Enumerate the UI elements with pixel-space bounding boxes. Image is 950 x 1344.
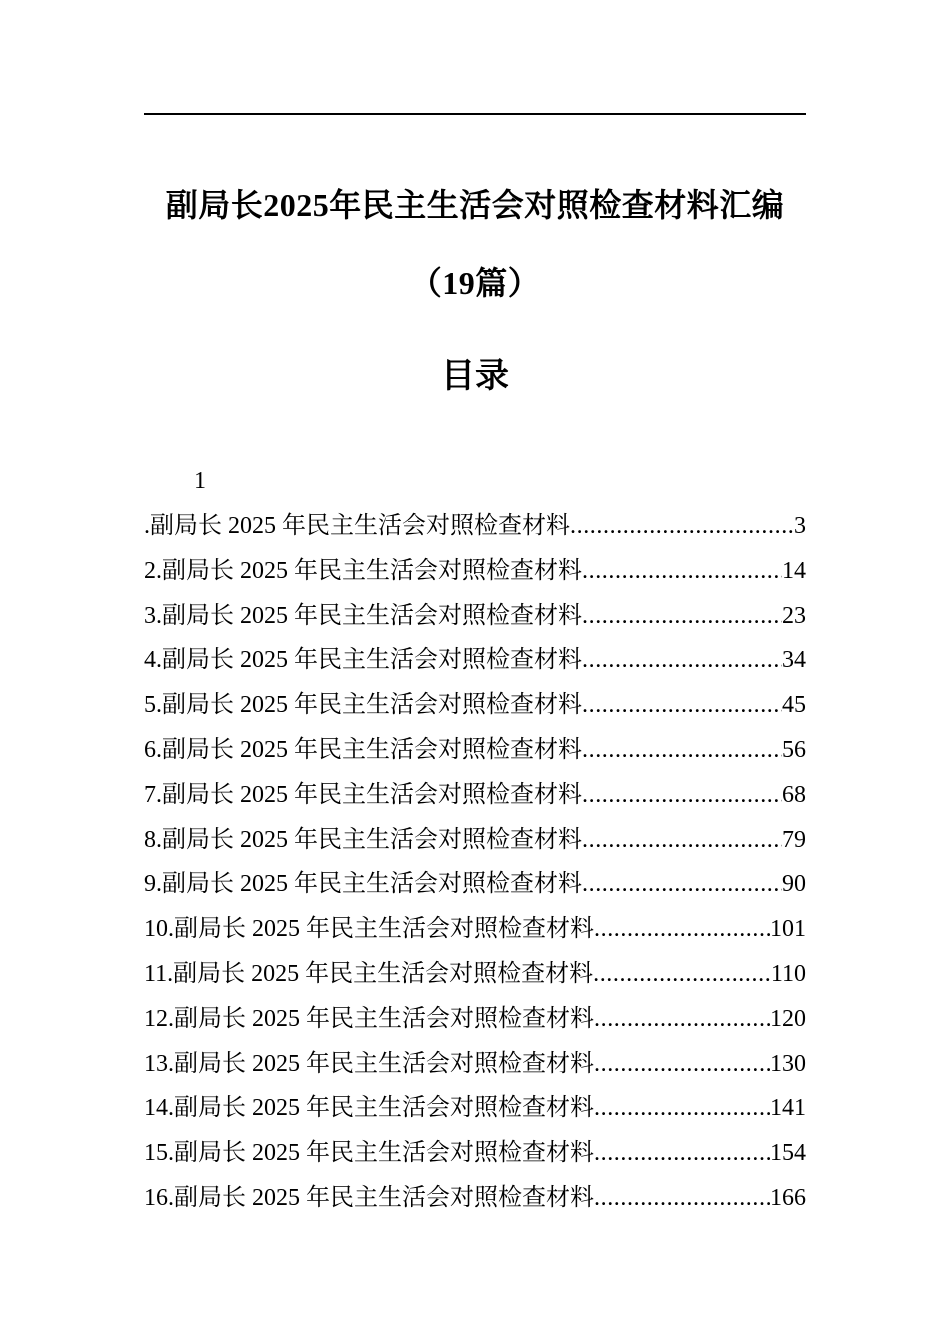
toc-dot-leader xyxy=(594,1091,770,1125)
toc-heading: 目录 xyxy=(441,358,509,395)
toc-entry-page: 154 xyxy=(770,1140,806,1167)
toc-entry[interactable] xyxy=(144,1047,806,1092)
toc-dot-leader xyxy=(582,778,782,812)
toc-entry-page: 90 xyxy=(782,871,806,898)
toc-dot-leader xyxy=(570,509,794,543)
toc-entry-page: 45 xyxy=(782,692,806,719)
toc-entry-page: 130 xyxy=(770,1050,806,1077)
toc-stray-number: 1 xyxy=(194,468,206,494)
toc-entry[interactable] xyxy=(144,823,806,868)
toc-dot-leader xyxy=(594,1136,770,1170)
toc-dot-leader xyxy=(593,957,771,991)
toc-entry-title: 16.副局长 2025 年民主生活会对照检查材料 xyxy=(144,1184,594,1211)
toc-entry-title: 8.副局长 2025 年民主生活会对照检查材料 xyxy=(144,826,582,853)
toc-dot-leader xyxy=(582,867,782,901)
toc-entry-title: 14.副局长 2025 年民主生活会对照检查材料 xyxy=(144,1095,594,1122)
toc-entry-page: 23 xyxy=(782,602,806,629)
toc-dot-leader xyxy=(582,823,782,857)
toc-entry-title: .副局长 2025 年民主生活会对照检查材料 xyxy=(144,513,570,539)
toc-entry-page: 34 xyxy=(782,647,806,674)
toc-dot-leader xyxy=(582,643,782,677)
toc-entry[interactable] xyxy=(144,643,806,688)
toc-entry[interactable] xyxy=(144,778,806,823)
toc-entry-page: 120 xyxy=(770,1005,806,1032)
toc-dot-leader xyxy=(594,912,770,946)
toc-entry-page: 3 xyxy=(794,513,806,539)
toc-entry-title: 9.副局长 2025 年民主生活会对照检查材料 xyxy=(144,871,582,898)
toc-dot-leader xyxy=(582,688,782,722)
toc-entry[interactable] xyxy=(144,509,806,554)
toc-entry-page: 101 xyxy=(770,916,806,943)
toc-entry[interactable] xyxy=(144,912,806,957)
toc-entry[interactable] xyxy=(144,688,806,733)
toc-dot-leader xyxy=(582,554,782,588)
toc-entry-title: 13.副局长 2025 年民主生活会对照检查材料 xyxy=(144,1050,594,1077)
toc-entry-page: 166 xyxy=(770,1184,806,1211)
document-title: 副局长2025年民主生活会对照检查材料汇编（19篇） xyxy=(165,187,785,301)
toc-entry[interactable] xyxy=(144,554,806,599)
toc-entry[interactable] xyxy=(144,1136,806,1181)
toc-entry[interactable] xyxy=(144,733,806,778)
toc-entry-title: 12.副局长 2025 年民主生活会对照检查材料 xyxy=(144,1005,594,1032)
toc-entry-title: 7.副局长 2025 年民主生活会对照检查材料 xyxy=(144,781,582,808)
toc-dot-leader xyxy=(594,1047,770,1081)
table-of-contents xyxy=(144,509,806,1226)
toc-entry-page: 141 xyxy=(770,1095,806,1122)
toc-entry-title: 6.副局长 2025 年民主生活会对照检查材料 xyxy=(144,736,582,763)
toc-entry-title: 10.副局长 2025 年民主生活会对照检查材料 xyxy=(144,916,594,943)
toc-entry[interactable] xyxy=(144,1002,806,1047)
toc-entry-title: 5.副局长 2025 年民主生活会对照检查材料 xyxy=(144,692,582,719)
toc-dot-leader xyxy=(582,733,782,767)
toc-dot-leader xyxy=(594,1181,770,1215)
toc-entry-page: 68 xyxy=(782,781,806,808)
toc-entry-title: 2.副局长 2025 年民主生活会对照检查材料 xyxy=(144,557,582,584)
header-rule xyxy=(144,113,806,115)
toc-entry-title: 4.副局长 2025 年民主生活会对照检查材料 xyxy=(144,647,582,674)
toc-entry[interactable] xyxy=(144,1181,806,1226)
toc-entry[interactable] xyxy=(144,1091,806,1136)
toc-entry-title: 15.副局长 2025 年民主生活会对照检查材料 xyxy=(144,1140,594,1167)
toc-dot-leader xyxy=(594,1002,770,1036)
toc-entry-title: 11.副局长 2025 年民主生活会对照检查材料 xyxy=(144,960,594,987)
toc-entry-title: 3.副局长 2025 年民主生活会对照检查材料 xyxy=(144,602,582,629)
toc-entry[interactable] xyxy=(144,867,806,912)
toc-entry[interactable] xyxy=(144,957,806,1002)
toc-entry-page: 79 xyxy=(782,826,806,853)
toc-entry-page: 56 xyxy=(782,736,806,763)
toc-dot-leader xyxy=(582,599,782,633)
toc-entry-page: 14 xyxy=(782,557,806,584)
toc-entry[interactable] xyxy=(144,599,806,644)
toc-entry-page: 110 xyxy=(770,960,806,987)
